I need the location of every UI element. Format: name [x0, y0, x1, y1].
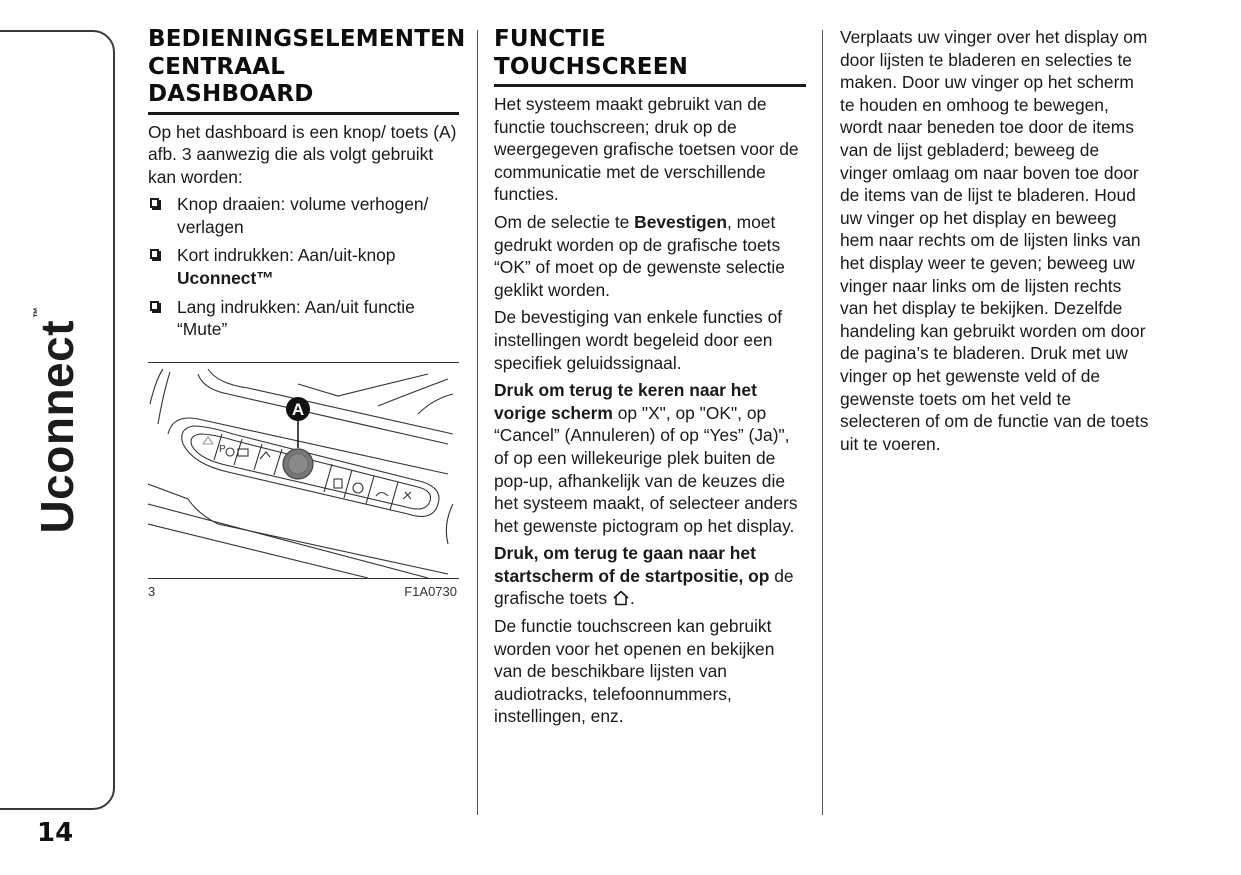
column-divider [822, 30, 823, 815]
chapter-title [30, 306, 84, 533]
paragraph-text: op "X", op "OK", op “Cancel” (Annuleren) of op “Yes” (Ja)", of op een willekeurige plek buiten de pop-up, afhankelijk van de keuzes die het systeem maakt, of selecteer anders het gewenste pictogram op het display. [494, 402, 798, 536]
intro-paragraph: Op het dashboard is een knop/ toets (A) afb. 3 aanwezig die als volgt gebruikt kan worden: [148, 121, 457, 187]
paragraph-text: Om de selectie te [494, 211, 635, 232]
home-icon [612, 590, 630, 606]
svg-text:P: P [219, 444, 226, 455]
column-divider [477, 30, 478, 815]
callout-label-a: A [291, 400, 305, 419]
checkbox-bullet-icon [150, 198, 159, 208]
section-heading-dashboard [148, 26, 466, 115]
paragraph [494, 211, 806, 301]
column-touchscreen [494, 26, 806, 733]
heading-line: DASHBOARD [148, 81, 314, 107]
bold-instruction: Druk om terug te keren naar het vorige scherm [494, 380, 757, 423]
paragraph: De functie touchscreen kan gebruikt worden voor het openen en bekijken van de beschikbare lijsten van audiotracks, telefoonnummers, instellingen, enz. [494, 616, 775, 727]
trademark-symbol: ™ [32, 306, 44, 318]
column-swipe-instructions [840, 26, 1150, 460]
bullet-text: Lang indrukken: Aan/uit functie “Mute” [177, 296, 415, 340]
figure-number: 3 [148, 584, 156, 599]
paragraph [494, 542, 806, 610]
paragraph-text: de grafische toets [494, 565, 794, 609]
paragraph-text: , moet gedrukt worden op de grafische toets “OK” of moet op de gewenste selectie geklikt worden. [494, 211, 785, 300]
bullet-text: Knop draaien: volume verhogen/ verlagen [177, 194, 429, 237]
bullet-text: Kort indrukken: Aan/uit-knop [177, 245, 396, 266]
bullet-list [148, 193, 459, 341]
checkbox-bullet-icon [150, 301, 159, 311]
heading-line: FUNCTIE [494, 26, 606, 52]
list-item [148, 296, 459, 341]
paragraph [494, 379, 806, 537]
dashboard-drawing [148, 364, 459, 578]
page-number: 14 [37, 818, 74, 848]
heading-line: CENTRAAL [148, 53, 286, 80]
paragraph: De bevestiging van enkele functies of instellingen wordt begeleid door een specifiek geluidssignaal. [494, 307, 783, 373]
figure-dashboard-illustration [148, 362, 459, 602]
column-dashboard-controls [148, 26, 466, 347]
chapter-title-text: Uconnect [31, 319, 83, 534]
paragraph: Verplaats uw vinger over het display om door lijsten te bladeren en selecties te maken. Door uw vinger op het scherm te houden en omhoog te bewegen, wordt naar beneden toe door de items van de lijst gebladerd; beweeg de vinger omlaag om naar boven toe door de items van de lijst te bladeren. Houd uw vinger op het display en beweeg hem naar rechts om de lijsten links van het display weer te geven; beweeg uw vinger naar links om de lijsten rechts van het display te bekijken. Dezelfde handeling kan gebruikt worden om door de pagina’s te bladeren. Druk met uw vinger op het gewenste veld of de gewenste toets om het veld te selecteren of om de functie van de toets uit te voeren. [840, 27, 1149, 454]
bullet-bold-text: Uconnect™ [177, 268, 274, 289]
figure-top-rule [148, 362, 459, 363]
bold-instruction: Druk, om terug te gaan naar het startscherm of de startpositie, op [494, 543, 770, 586]
bold-term: Bevestigen [634, 211, 727, 232]
heading-line: TOUCHSCREEN [494, 53, 689, 80]
figure-bottom-rule [148, 578, 459, 579]
section-heading-touchscreen [494, 26, 806, 87]
paragraph-text: . [629, 588, 635, 609]
list-item [148, 244, 459, 289]
paragraph: Het systeem maakt gebruikt van de functie touchscreen; druk op de weergegeven grafische toetsen voor de communicatie met de verschillende functies. [494, 94, 799, 205]
figure-code: F1A0730 [404, 584, 457, 599]
list-item [148, 193, 459, 238]
checkbox-bullet-icon [150, 249, 159, 259]
heading-line: BEDIENINGSELEMENTEN [148, 26, 466, 52]
